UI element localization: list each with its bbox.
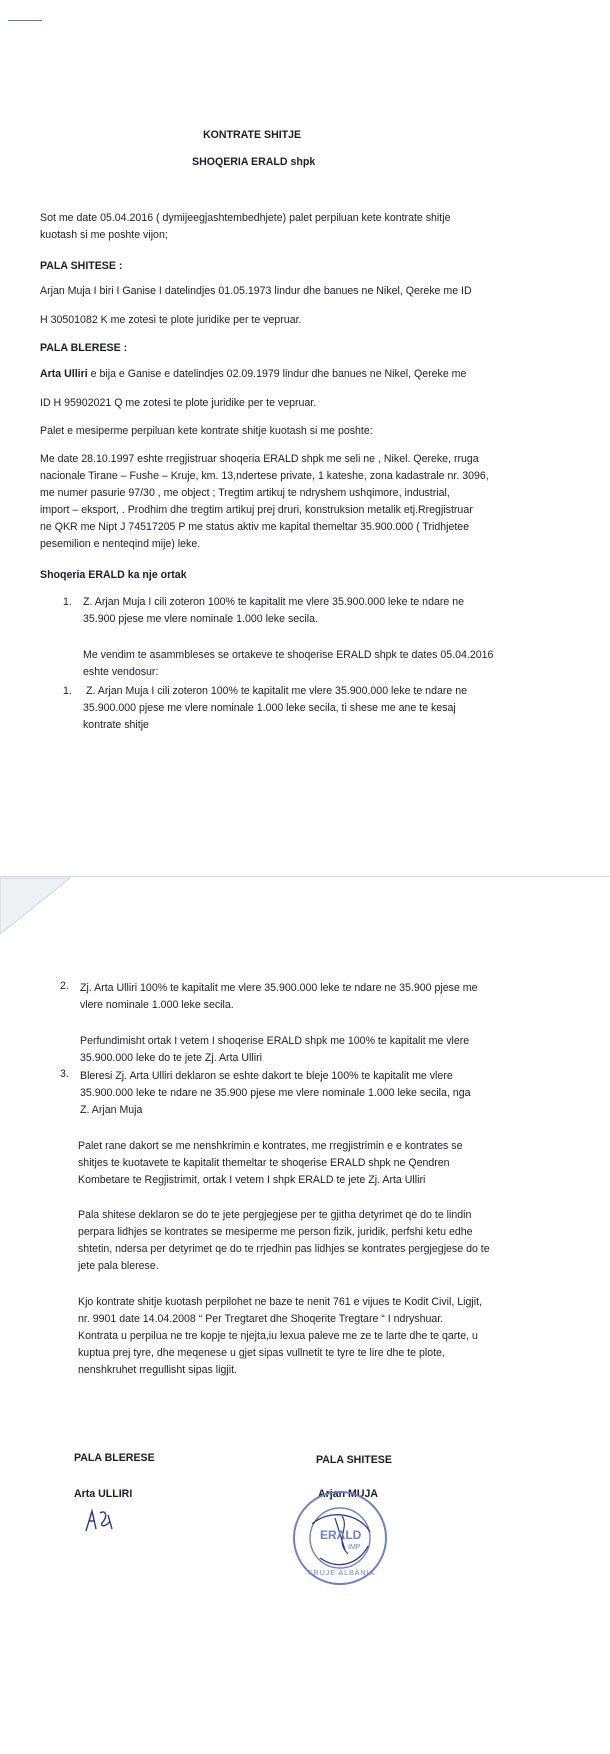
item-3-line-3: Z. Arjan Muja bbox=[80, 1104, 143, 1116]
company-info-line-5: ne QKR me Nipt J 74517205 P me status aktiv me kapital themeltar 35.900.000 ( Tridhjetee bbox=[40, 521, 470, 533]
parties-statement: Palet e mesiperme perpiluan kete kontrate shitje kuotash si me poshte: bbox=[40, 425, 373, 437]
liability-line-1: Pala shitese deklaron se do te jete pergjegjese per te gjitha detyrimet qe do te lindin bbox=[78, 1209, 472, 1221]
legal-basis-line-5: nenshkruhet rregullisht sipas ligjit. bbox=[78, 1364, 237, 1376]
seller-signature-heading: PALA SHITESE bbox=[316, 1454, 392, 1466]
agreement-line-2: shitjes te kuotavete te kapitalit themeltar te shoqerise ERALD shpk ne Qendren bbox=[78, 1157, 450, 1169]
folded-corner-shape bbox=[0, 876, 80, 936]
buyer-signature-heading: PALA BLERESE bbox=[74, 1452, 155, 1464]
company-info-line-1: Me date 28.10.1997 eshte rregjistruar shoqeria ERALD shpk me seli ne , Nikel. Qereke, rruga bbox=[40, 453, 479, 465]
buyer-details-text: e bija e Ganise e datelindjes 02.09.1979 lindur dhe banues ne Nikel, Qereke me bbox=[87, 368, 467, 380]
buyer-details-line-1 bbox=[40, 366, 466, 383]
stamp-center-text: ERALD bbox=[320, 1528, 362, 1542]
decision-line-2: eshte vendosur: bbox=[83, 666, 159, 678]
liability-line-2: perpara lidhjes se kontrates se mesiperme me person fizik, juridik, perfshi ketu edhe bbox=[78, 1226, 473, 1238]
legal-basis-line-4: kuptua prej tyre, dhe meqenese u gjet sipas vullnetit te tyre te lire dhe te plote, bbox=[78, 1347, 445, 1359]
buyer-details-line-2: ID H 95902021 Q me zotesi te plote juridike per te vepruar. bbox=[40, 397, 317, 409]
legal-basis-line-2: nr. 9901 date 14.04.2008 “ Per Tregtaret dhe Shoqerite Tregtare “ I ndryshuar. bbox=[78, 1313, 444, 1325]
seller-signature-name: Arjan MUJA bbox=[318, 1488, 379, 1500]
liability-line-4: jete pala blerese. bbox=[78, 1260, 159, 1272]
buyer-signature-name: Arta ULLIRI bbox=[74, 1488, 133, 1500]
stamp-bottom-text: KRUJE ALBANIA bbox=[308, 1570, 376, 1577]
agreement-line-3: Kombetare te Regjistrimit, ortak I vetem I shpk ERALD te jete Zj. Arta Ulliri bbox=[78, 1174, 426, 1186]
company-stamp bbox=[290, 1488, 390, 1588]
item-1-line-2: 35.900 pjese me vlere nominale 1.000 leke secila. bbox=[83, 613, 318, 625]
item-3-number: 3. bbox=[60, 1068, 69, 1080]
company-info-line-3: me numer pasurie 97/30 , me object ; Tregtim artikuj te ndryshem ushqimore, industrial, bbox=[40, 487, 450, 499]
final-partner-line-1: Perfundimisht ortak I vetem I shoqerise ERALD shpk me 100% te kapitalit me vlere bbox=[80, 1035, 470, 1047]
intro-line-2: kuotash si me poshte vijon; bbox=[40, 229, 168, 241]
company-subtitle: SHOQERIA ERALD shpk bbox=[192, 156, 316, 168]
liability-line-3: shtetin, ndersa per detyrimet qe do te rrjedhin pas lidhjes se kontrates pergjegjese do te bbox=[78, 1243, 490, 1255]
company-info-line-2: nacionale Tirane – Fushe – Kruje, km. 13,ndertese private, 1 kateshe, zona kadastrale nr. 3096, bbox=[40, 470, 489, 482]
company-info-line-4: import – eksport, . Prodhim dhe tregtim artikuj prej druri, konstruksion metalik etj.Rregjistruar bbox=[40, 504, 473, 516]
item-1-number: 1. bbox=[63, 596, 72, 608]
intro-line-1: Sot me date 05.04.2016 ( dymijeegjashtembedhjete) palet perpiluan kete kontrate shitje bbox=[40, 212, 451, 224]
item-1b-number: 1. bbox=[63, 685, 72, 697]
seller-details-line-1: Arjan Muja I biri I Ganise I datelindjes 01.05.1973 lindur dhe banues ne Nikel, Qereke me ID bbox=[40, 285, 472, 297]
buyer-name: Arta Ulliri bbox=[40, 368, 88, 380]
seller-details-line-2: H 30501082 K me zotesi te plote juridike per te vepruar. bbox=[40, 314, 302, 326]
decision-line-1: Me vendim te asammbleses se ortakeve te shoqerise ERALD shpk te dates 05.04.2016 bbox=[83, 649, 494, 661]
agreement-line-1: Palet rane dakort se me nenshkrimin e kontrates, me rregjistrimin e e kontrates se bbox=[78, 1140, 463, 1152]
final-partner-line-2: 35.900.000 leke do te jete Zj. Arta Ulliri bbox=[80, 1052, 262, 1064]
item-1b-line-1: Z. Arjan Muja I cili zoteron 100% te kapitalit me vlere 35.900.000 leke te ndare ne bbox=[86, 685, 468, 697]
item-3-line-2: 35.900.000 leke te ndare ne 35.900 pjese me vlere nominale 1.000 leke secila, nga bbox=[80, 1087, 471, 1099]
buyer-heading: PALA BLERESE : bbox=[40, 342, 128, 354]
page-break-edge bbox=[0, 876, 610, 877]
seller-heading: PALA SHITESE : bbox=[40, 260, 123, 272]
item-2-line-1: Zj. Arta Ulliri 100% te kapitalit me vlere 35.900.000 leke te ndare ne 35.900 pjese me bbox=[80, 982, 478, 994]
item-1b-line-2: 35.900.000 pjese me vlere nominale 1.000 leke secila, ti shese me ane te kesaj bbox=[83, 702, 456, 714]
item-3-line-1: Bleresi Zj. Arta Ulliri deklaron se eshte dakort te bleje 100% te kapitalit me vlere bbox=[80, 1070, 453, 1082]
legal-basis-line-3: Kontrata u perpilua ne tre kopje te njejta,iu lexua paleve me ze te larte dhe te qarte, u bbox=[78, 1330, 478, 1342]
item-2-number: 2. bbox=[60, 980, 69, 992]
partner-heading: Shoqeria ERALD ka nje ortak bbox=[40, 569, 187, 581]
company-info-line-6: pesemilion e nenteqind mije) leke. bbox=[40, 538, 201, 550]
item-1b-line-3: kontrate shitje bbox=[83, 719, 149, 731]
buyer-signature-scribble bbox=[82, 1505, 122, 1535]
item-2-line-2: vlere nominale 1.000 leke secila. bbox=[80, 999, 234, 1011]
item-1-line-1: Z. Arjan Muja I cili zoteron 100% te kapitalit me vlere 35.900.000 leke te ndare ne bbox=[83, 596, 465, 608]
stamp-sub-text: IMP bbox=[348, 1544, 361, 1551]
scan-mark-top bbox=[8, 20, 42, 21]
legal-basis-line-1: Kjo kontrate shitje kuotash perpilohet ne baze te nenit 761 e vijues te Kodit Civil, Ligjit, bbox=[78, 1296, 482, 1308]
contract-title: KONTRATE SHITJE bbox=[203, 129, 302, 141]
